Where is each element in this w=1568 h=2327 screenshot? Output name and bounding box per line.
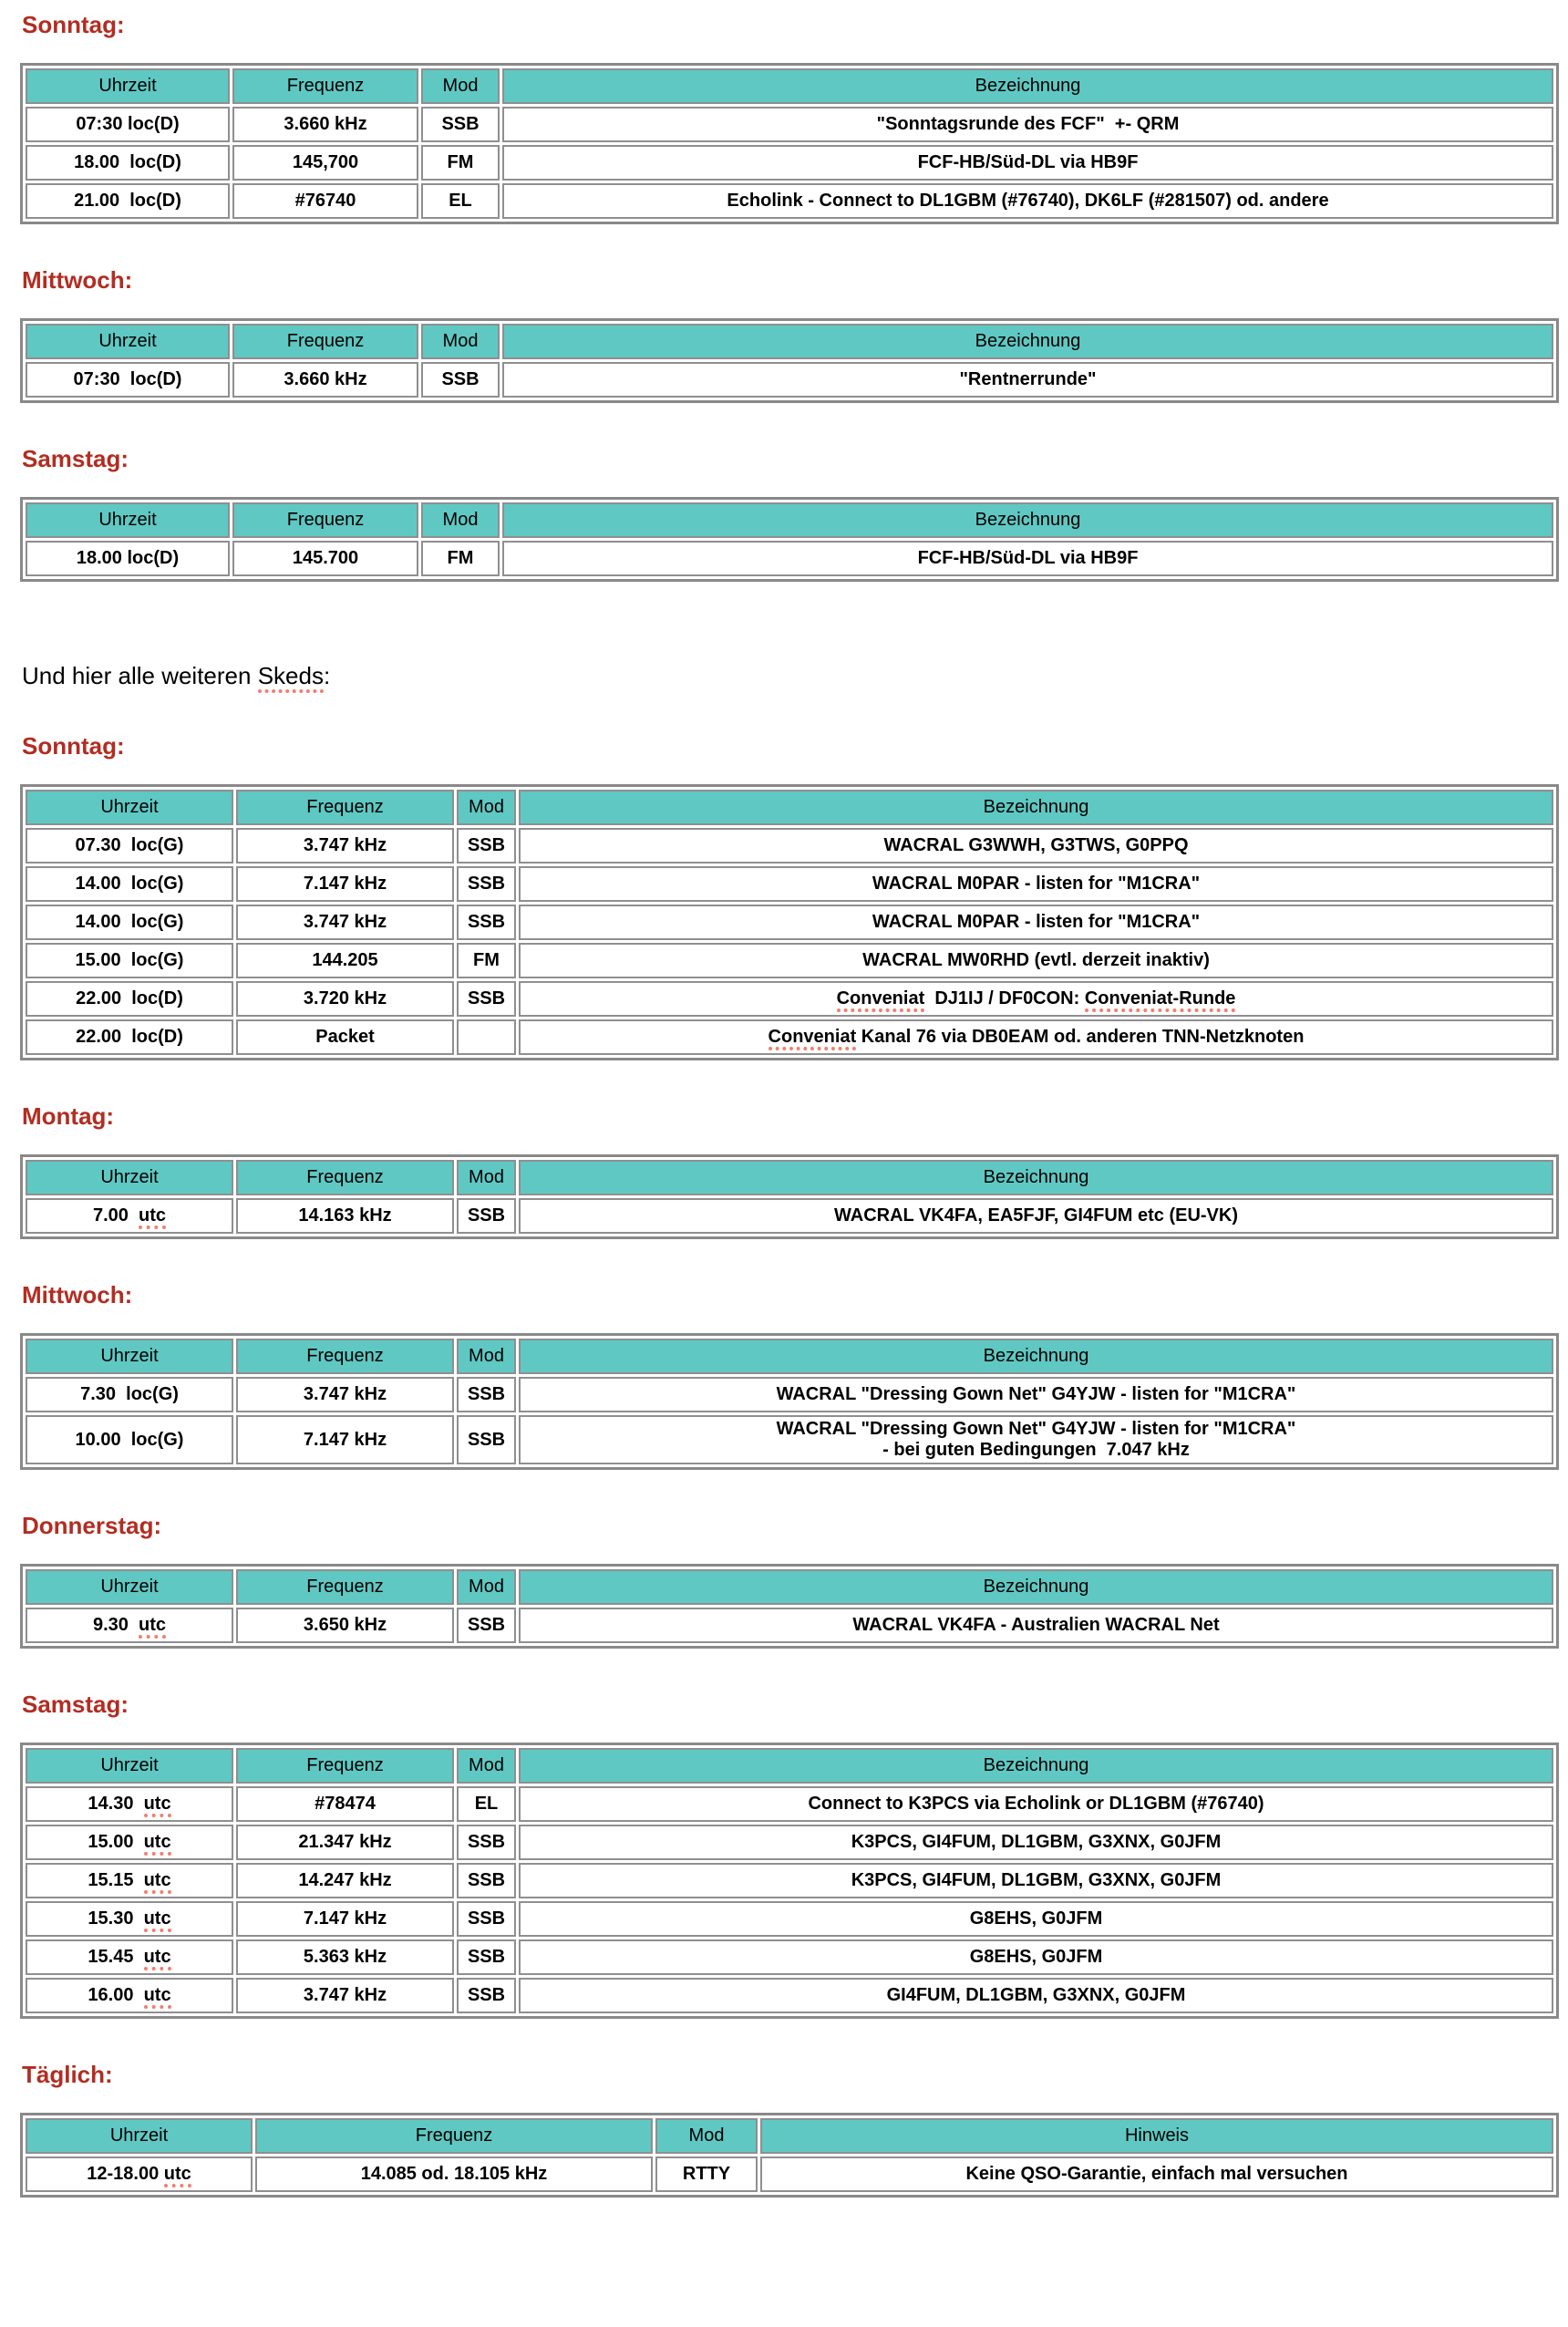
misspelled-word: utc [144,1870,171,1894]
cell-mod: SSB [457,1198,516,1234]
cell-uhrzeit [26,2156,253,2192]
day-heading: Täglich: [22,2061,113,2088]
day-heading: Mittwoch: [22,1281,133,1308]
column-header-frequenz: Frequenz [232,324,418,359]
column-header-bezeichnung: Bezeichnung [519,790,1553,825]
cell-uhrzeit: 18.00 loc(D) [26,145,230,181]
day-heading: Donnerstag: [22,1512,162,1539]
cell-mod: SSB [457,905,516,940]
table-row [26,981,1553,1017]
text-segment: : [323,662,331,689]
table-row [26,1786,1553,1822]
cell-frequenz: 3.650 kHz [236,1608,454,1643]
cell-mod: FM [457,943,516,978]
cell-bezeichnung [519,1415,1553,1464]
column-header-mod: Mod [457,1569,516,1605]
cell-hinweis: Keine QSO-Garantie, einfach mal versuchen [760,2156,1553,2192]
cell-uhrzeit: 14.00 loc(G) [26,866,233,902]
column-header-uhrzeit: Uhrzeit [26,1569,233,1605]
misspelled-word: utc [144,1908,171,1932]
column-header-frequenz: Frequenz [255,2118,653,2154]
column-header-mod: Mod [421,502,500,538]
table-row [26,1863,1553,1898]
column-header-frequenz: Frequenz [232,68,418,104]
cell-frequenz: 144.205 [236,943,454,978]
column-header-bezeichnung: Bezeichnung [519,1339,1553,1374]
cell-bezeichnung: WACRAL "Dressing Gown Net" G4YJW - listen for "M1CRA" [519,1377,1553,1412]
column-header-frequenz: Frequenz [236,1160,454,1195]
cell-uhrzeit [26,1786,233,1822]
sked-table [20,1333,1559,1470]
table-header-row [26,1748,1553,1784]
cell-uhrzeit [26,1939,233,1975]
cell-uhrzeit [26,1825,233,1860]
text-segment: 14.30 [88,1794,144,1814]
table-row [26,1608,1553,1643]
cell-frequenz: 3.660 kHz [232,107,418,142]
cell-uhrzeit: 07:30 loc(D) [26,362,230,398]
column-header-uhrzeit: Uhrzeit [26,324,230,359]
cell-frequenz: 3.720 kHz [236,981,454,1017]
cell-mod: SSB [457,866,516,902]
cell-frequenz: 3.747 kHz [236,1377,454,1412]
column-header-uhrzeit: Uhrzeit [26,502,230,538]
misspelled-word: Conveniat-Runde [1085,988,1236,1012]
cell-uhrzeit: 07.30 loc(G) [26,828,233,864]
misspelled-word: utc [139,1205,166,1229]
table-row [26,2156,1553,2192]
cell-uhrzeit [26,1901,233,1937]
cell-frequenz: 21.347 kHz [236,1825,454,1860]
day-heading: Montag: [22,1102,115,1130]
cell-bezeichnung: WACRAL VK4FA - Australien WACRAL Net [519,1608,1553,1643]
sked-table [20,1564,1559,1649]
column-header-mod: Mod [655,2118,758,2154]
cell-uhrzeit: 10.00 loc(G) [26,1415,233,1464]
text-segment: WACRAL "Dressing Gown Net" G4YJW - listen for "M1CRA" [776,1419,1296,1439]
table-row [26,183,1553,219]
column-header-bezeichnung: Bezeichnung [519,1160,1553,1195]
cell-frequenz: 14.163 kHz [236,1198,454,1234]
sked-table [20,1154,1559,1239]
column-header-bezeichnung: Bezeichnung [519,1569,1553,1605]
table-row [26,905,1553,940]
column-header-frequenz: Frequenz [232,502,418,538]
sked-table [20,497,1559,582]
table-row [26,1019,1553,1055]
cell-bezeichnung: "Sonntagsrunde des FCF" +- QRM [502,107,1553,142]
misspelled-word: utc [144,1832,171,1856]
column-header-bezeichnung: Bezeichnung [502,324,1553,359]
table-row [26,866,1553,902]
cell-mod: SSB [457,1825,516,1860]
misspelled-word: Conveniat [769,1027,857,1050]
cell-bezeichnung: G8EHS, G0JFM [519,1901,1553,1937]
column-header-frequenz: Frequenz [236,1339,454,1374]
misspelled-word: utc [139,1615,166,1639]
cell-bezeichnung: WACRAL G3WWH, G3TWS, G0PPQ [519,828,1553,864]
table-row [26,145,1553,181]
intro-text [22,662,1559,690]
cell-bezeichnung [519,981,1553,1017]
cell-bezeichnung: "Rentnerrunde" [502,362,1553,398]
column-header-uhrzeit: Uhrzeit [26,1339,233,1374]
cell-uhrzeit: 07:30 loc(D) [26,107,230,142]
table-row [26,1198,1553,1234]
column-header-mod: Mod [457,1160,516,1195]
cell-bezeichnung [519,1019,1553,1055]
table-header-row [26,324,1553,359]
text-segment: 15.45 [88,1947,144,1967]
column-header-frequenz: Frequenz [236,1569,454,1605]
cell-uhrzeit [26,1978,233,2013]
text-segment: - bei guten Bedingungen 7.047 kHz [882,1440,1190,1460]
misspelled-word: utc [164,2164,191,2187]
cell-uhrzeit [26,1863,233,1898]
cell-mod [457,1019,516,1055]
misspelled-word: Conveniat [837,988,925,1012]
cell-mod: SSB [457,1939,516,1975]
day-heading: Mittwoch: [22,266,133,294]
table-header-row [26,1339,1553,1374]
cell-frequenz: 3.747 kHz [236,828,454,864]
cell-frequenz: 145.700 [232,541,418,576]
cell-frequenz: 3.747 kHz [236,905,454,940]
cell-mod: SSB [457,828,516,864]
text-segment: 15.30 [88,1908,144,1929]
column-header-mod: Mod [457,1748,516,1784]
column-header-uhrzeit: Uhrzeit [26,68,230,104]
day-heading: Sonntag: [22,732,125,760]
table-header-row [26,1160,1553,1195]
text-segment: 15.00 [88,1832,144,1852]
sked-table [20,318,1559,403]
column-header-uhrzeit: Uhrzeit [26,2118,253,2154]
misspelled-word: Skeds [258,662,324,693]
column-header-bezeichnung: Bezeichnung [519,1748,1553,1784]
cell-bezeichnung: WACRAL M0PAR - listen for "M1CRA" [519,866,1553,902]
cell-uhrzeit [26,1198,233,1234]
cell-bezeichnung: G8EHS, G0JFM [519,1939,1553,1975]
cell-frequenz: 7.147 kHz [236,1901,454,1937]
cell-mod: FM [421,541,500,576]
cell-uhrzeit: 22.00 loc(D) [26,1019,233,1055]
cell-bezeichnung: K3PCS, GI4FUM, DL1GBM, G3XNX, G0JFM [519,1825,1553,1860]
sked-table [20,1743,1559,2019]
column-header-uhrzeit: Uhrzeit [26,1160,233,1195]
column-header-mod: Mod [457,1339,516,1374]
cell-frequenz: Packet [236,1019,454,1055]
cell-bezeichnung: GI4FUM, DL1GBM, G3XNX, G0JFM [519,1978,1553,2013]
cell-bezeichnung: FCF-HB/Süd-DL via HB9F [502,541,1553,576]
cell-bezeichnung: WACRAL M0PAR - listen for "M1CRA" [519,905,1553,940]
text-segment: 7.00 [92,1205,139,1226]
cell-frequenz: 14.085 od. 18.105 kHz [255,2156,653,2192]
table-header-row [26,502,1553,538]
misspelled-word: utc [144,1794,171,1817]
cell-bezeichnung: Echolink - Connect to DL1GBM (#76740), DK6LF (#281507) od. andere [502,183,1553,219]
cell-frequenz: 3.747 kHz [236,1978,454,2013]
cell-mod: EL [421,183,500,219]
sked-table [20,63,1559,224]
cell-mod: FM [421,145,500,181]
cell-frequenz: 7.147 kHz [236,1415,454,1464]
cell-frequenz: 3.660 kHz [232,362,418,398]
table-row [26,828,1553,864]
table-row [26,1377,1553,1412]
column-header-uhrzeit: Uhrzeit [26,790,233,825]
day-heading: Samstag: [22,1691,129,1718]
sked-table [20,784,1559,1060]
table-row [26,107,1553,142]
column-header-bezeichnung: Bezeichnung [502,68,1553,104]
cell-mod: SSB [457,1377,516,1412]
cell-mod: EL [457,1786,516,1822]
cell-frequenz: 5.363 kHz [236,1939,454,1975]
cell-uhrzeit: 21.00 loc(D) [26,183,230,219]
cell-mod: SSB [457,1863,516,1898]
table-header-row [26,68,1553,104]
cell-bezeichnung: Connect to K3PCS via Echolink or DL1GBM (#76740) [519,1786,1553,1822]
text-segment: 15.15 [88,1870,144,1890]
table-row [26,541,1553,576]
misspelled-word: utc [144,1985,171,2009]
cell-bezeichnung: WACRAL VK4FA, EA5FJF, GI4FUM etc (EU-VK) [519,1198,1553,1234]
table-row [26,362,1553,398]
cell-frequenz: #78474 [236,1786,454,1822]
column-header-uhrzeit: Uhrzeit [26,1748,233,1784]
table-row [26,1901,1553,1937]
table-header-row [26,2118,1553,2154]
cell-frequenz: 14.247 kHz [236,1863,454,1898]
column-header-mod: Mod [421,324,500,359]
column-header-hinweis: Hinweis [760,2118,1553,2154]
cell-bezeichnung: K3PCS, GI4FUM, DL1GBM, G3XNX, G0JFM [519,1863,1553,1898]
text-segment: 9.30 [92,1615,139,1635]
cell-mod: RTTY [655,2156,758,2192]
column-header-mod: Mod [457,790,516,825]
day-heading: Samstag: [22,445,129,472]
cell-mod: SSB [421,107,500,142]
cell-uhrzeit [26,1608,233,1643]
day-heading: Sonntag: [22,11,125,38]
cell-uhrzeit: 22.00 loc(D) [26,981,233,1017]
text-segment: 12-18.00 [87,2164,164,2184]
text-segment: Und hier alle weiteren [22,662,258,689]
column-header-bezeichnung: Bezeichnung [502,502,1553,538]
cell-frequenz: 7.147 kHz [236,866,454,902]
text-segment: Kanal 76 via DB0EAM od. anderen TNN-Netzknoten [856,1027,1305,1047]
column-header-mod: Mod [421,68,500,104]
column-header-frequenz: Frequenz [236,790,454,825]
cell-frequenz: #76740 [232,183,418,219]
cell-uhrzeit: 18.00 loc(D) [26,541,230,576]
cell-uhrzeit: 15.00 loc(G) [26,943,233,978]
text-segment: DJ1IJ / DF0CON: [924,988,1085,1008]
table-row [26,1978,1553,2013]
table-row [26,1415,1553,1464]
cell-mod: SSB [457,1901,516,1937]
table-header-row [26,790,1553,825]
cell-uhrzeit: 14.00 loc(G) [26,905,233,940]
table-row [26,943,1553,978]
cell-bezeichnung: FCF-HB/Süd-DL via HB9F [502,145,1553,181]
cell-mod: SSB [421,362,500,398]
text-segment: 16.00 [88,1985,144,2005]
cell-uhrzeit: 7.30 loc(G) [26,1377,233,1412]
cell-bezeichnung: WACRAL MW0RHD (evtl. derzeit inaktiv) [519,943,1553,978]
table-row [26,1825,1553,1860]
cell-mod: SSB [457,1608,516,1643]
cell-mod: SSB [457,1415,516,1464]
column-header-frequenz: Frequenz [236,1748,454,1784]
sked-table [20,2113,1559,2198]
misspelled-word: utc [144,1947,171,1970]
cell-frequenz: 145,700 [232,145,418,181]
cell-mod: SSB [457,981,516,1017]
cell-mod: SSB [457,1978,516,2013]
table-header-row [26,1569,1553,1605]
table-row [26,1939,1553,1975]
